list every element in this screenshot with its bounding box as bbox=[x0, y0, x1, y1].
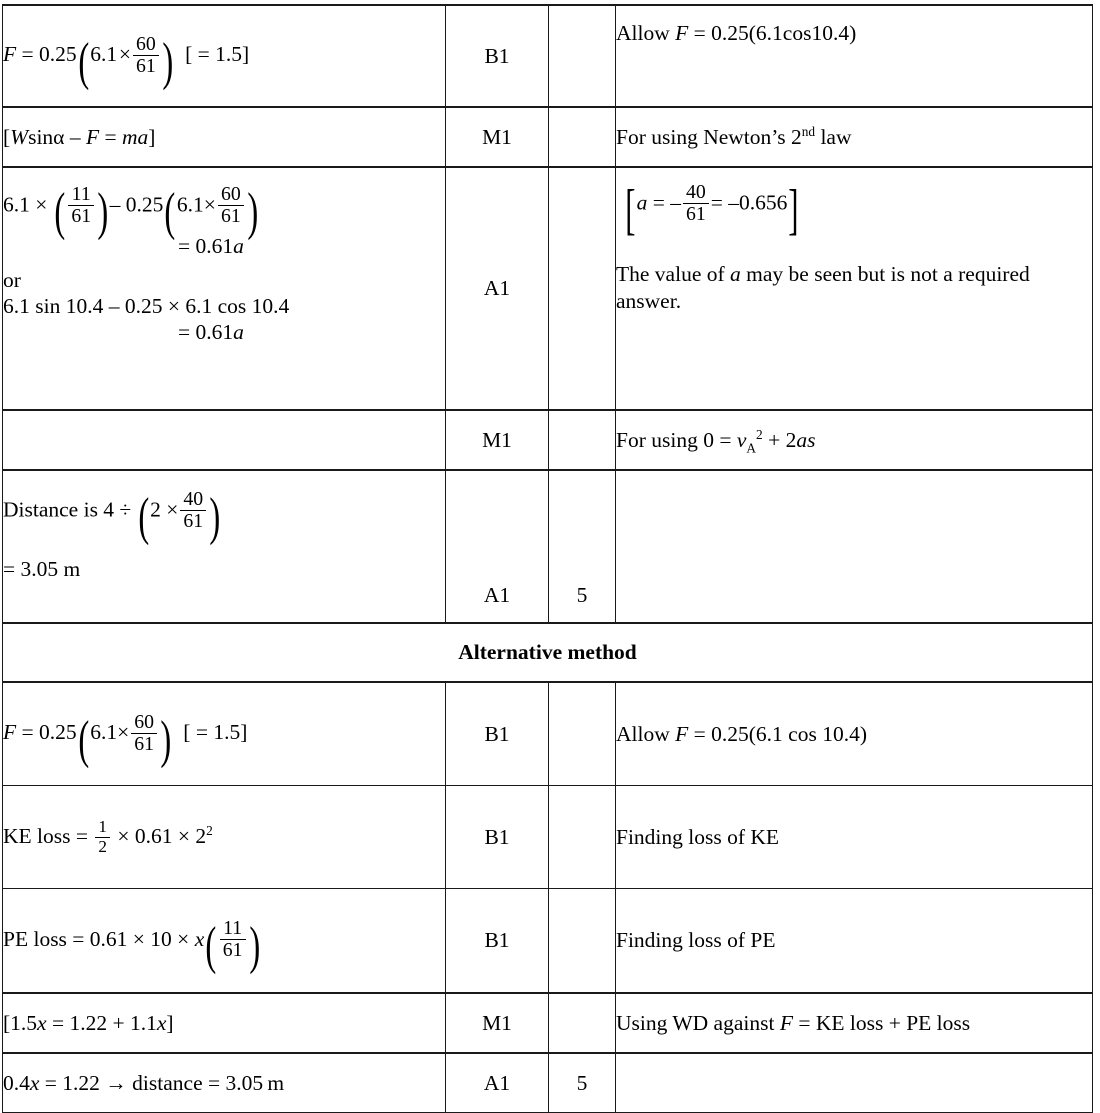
table-row bbox=[3, 682, 1093, 786]
alternative-method-header: Alternative method bbox=[3, 623, 1093, 682]
equation-line-2: 6.1 sin 10.4 – 0.25 × 6.1 cos 10.4 bbox=[3, 293, 290, 318]
note-bracket-tail: = –0.656 bbox=[710, 190, 788, 215]
or-label: or bbox=[3, 267, 21, 292]
mark-cell: M1 bbox=[446, 107, 549, 167]
total-cell bbox=[549, 410, 616, 470]
working-cell-empty bbox=[3, 410, 446, 470]
fraction-60-61 bbox=[131, 712, 157, 755]
note-cell: Allow F = 0.25(6.1cos10.4) bbox=[616, 5, 1093, 107]
fraction-denominator: 61 bbox=[180, 510, 206, 532]
fraction-numerator: 40 bbox=[686, 181, 706, 203]
mark-cell: M1 bbox=[446, 993, 549, 1053]
working-cell-friction-alt: F = 0.25(6.1× $\frac{60}{61}$ ) [ = 1.5] bbox=[3, 682, 446, 786]
working-cell-friction bbox=[3, 5, 446, 107]
distance-line-1 bbox=[3, 487, 445, 546]
equation-line-1 bbox=[3, 182, 445, 241]
f-symbol: F bbox=[3, 42, 17, 67]
table-row bbox=[3, 889, 1093, 994]
note-cell-wd: Using WD against F = KE loss + PE loss bbox=[616, 993, 1093, 1053]
working-cell-pe bbox=[3, 889, 446, 994]
note-cell: Finding loss of PE bbox=[616, 889, 1093, 994]
fraction-60-61 bbox=[133, 34, 159, 77]
eq-mid: – 0.25 bbox=[109, 192, 164, 217]
close-paren-icon: ) bbox=[209, 487, 221, 546]
fraction-denominator: 2 bbox=[95, 837, 110, 856]
working-suffix: [ = 1.5] bbox=[185, 42, 250, 67]
open-paren-icon: ( bbox=[77, 710, 89, 769]
working-cell-equation bbox=[3, 167, 446, 410]
open-bracket-icon: [ bbox=[625, 178, 636, 241]
total-cell bbox=[549, 682, 616, 786]
table-row bbox=[3, 410, 1093, 470]
fraction-denominator: 61 bbox=[220, 939, 246, 961]
open-paren-icon: ( bbox=[54, 182, 65, 241]
total-cell bbox=[549, 889, 616, 994]
total-cell: 5 bbox=[549, 1053, 616, 1113]
close-bracket-icon: ] bbox=[788, 178, 799, 241]
table-row bbox=[3, 993, 1093, 1053]
working-cell-wd: [1.5x = 1.22 + 1.1x] bbox=[3, 993, 446, 1053]
ke-tail: × 0.61 × 2 bbox=[117, 823, 207, 848]
working-prefix: = 0.25 bbox=[16, 42, 77, 67]
total-cell bbox=[549, 993, 616, 1053]
fraction-60-61 bbox=[218, 184, 244, 227]
ke-exponent: 2 bbox=[206, 822, 213, 838]
velocity-superscript: 2 bbox=[756, 426, 763, 442]
note-text: The value of a may be seen but is not a required answer. bbox=[616, 262, 1030, 313]
ordinal-suffix: nd bbox=[801, 123, 816, 139]
equation-result-2: = 0.61a bbox=[178, 320, 244, 345]
total-cell bbox=[549, 167, 616, 410]
close-paren-icon: ) bbox=[160, 710, 172, 769]
note-cell: For using Newton’s 2nd law bbox=[616, 107, 1093, 167]
open-paren-icon: ( bbox=[77, 32, 89, 91]
distance-lead: Distance is 4 ÷ bbox=[3, 497, 132, 522]
working-cell-distance bbox=[3, 470, 446, 623]
fraction-numerator: 1 bbox=[98, 817, 107, 837]
fraction-denominator: 61 bbox=[133, 55, 159, 77]
note-cell-equation bbox=[616, 167, 1093, 410]
mark-cell: M1 bbox=[446, 410, 549, 470]
note-cell: Finding loss of KE bbox=[616, 786, 1093, 889]
working-inner-lead: 6.1× bbox=[90, 720, 130, 745]
fraction-numerator: 60 bbox=[134, 710, 154, 733]
distance-inner: 2 × bbox=[150, 497, 179, 522]
close-paren-icon: ) bbox=[162, 32, 173, 91]
note-formula-lead: For using 0 = bbox=[616, 427, 732, 452]
fraction-denominator: 61 bbox=[683, 203, 709, 225]
table-row bbox=[3, 167, 1093, 410]
pe-lead: PE loss = 0.61 × 10 × bbox=[3, 926, 190, 951]
table-row bbox=[3, 786, 1093, 889]
equation-result-1: = 0.61a bbox=[178, 233, 244, 258]
working-inner-lead: 6.1 × bbox=[90, 42, 131, 67]
close-paren-icon: ) bbox=[97, 182, 109, 241]
total-cell bbox=[549, 5, 616, 107]
eq-lead: 6.1 × bbox=[3, 192, 48, 217]
mark-cell: B1 bbox=[446, 682, 549, 786]
total-cell bbox=[549, 786, 616, 889]
close-paren-icon: ) bbox=[247, 182, 258, 241]
table-row bbox=[3, 5, 1093, 107]
table-row bbox=[3, 1053, 1093, 1113]
fraction-1-2 bbox=[95, 818, 110, 855]
mark-cell: A1 bbox=[446, 470, 549, 623]
total-cell bbox=[549, 107, 616, 167]
working-suffix: [ = 1.5] bbox=[183, 720, 248, 745]
open-paren-icon: ( bbox=[205, 917, 217, 976]
note-cell-suvat: For using $0 = v_A^2 + 2as$ bbox=[616, 410, 1093, 470]
table-row bbox=[3, 107, 1093, 167]
fraction-numerator: 60 bbox=[220, 183, 241, 205]
fraction-denominator: 61 bbox=[218, 205, 244, 227]
note-cell bbox=[616, 470, 1093, 623]
distance-result: = 3.05 m bbox=[3, 556, 81, 581]
open-paren-icon: ( bbox=[164, 182, 176, 241]
working-cell-answer: 0.4x = 1.22 → distance = 3.05 m bbox=[3, 1053, 446, 1113]
note-cell: Allow F = 0.25(6.1 cos 10.4) bbox=[616, 682, 1093, 786]
table-row bbox=[3, 470, 1093, 623]
fraction-numerator: 11 bbox=[223, 917, 243, 940]
table-row-section-header bbox=[3, 623, 1093, 682]
pe-variable: x bbox=[194, 926, 205, 951]
mark-cell: A1 bbox=[446, 167, 549, 410]
eq-inner: 6.1× bbox=[176, 192, 216, 217]
working-cell-newton: [Wsinα – F = ma] bbox=[3, 107, 446, 167]
fraction-numerator: 40 bbox=[183, 488, 204, 510]
mark-cell: B1 bbox=[446, 786, 549, 889]
mark-cell: B1 bbox=[446, 889, 549, 994]
note-cell bbox=[616, 1053, 1093, 1113]
velocity-subscript: A bbox=[746, 440, 757, 456]
fraction-numerator: 60 bbox=[136, 32, 156, 55]
ke-lead: KE loss = bbox=[3, 823, 88, 848]
mark-cell: B1 bbox=[446, 5, 549, 107]
fraction-11-61 bbox=[68, 184, 94, 227]
total-cell: 5 bbox=[549, 470, 616, 623]
close-paren-icon: ) bbox=[248, 917, 260, 976]
mark-cell: A1 bbox=[446, 1053, 549, 1113]
fraction-40-61 bbox=[683, 182, 709, 225]
open-paren-icon: ( bbox=[137, 487, 149, 546]
working-cell-ke bbox=[3, 786, 446, 889]
fraction-denominator: 61 bbox=[68, 205, 94, 227]
mark-scheme-table bbox=[2, 4, 1093, 1113]
fraction-40-61 bbox=[180, 489, 206, 532]
fraction-numerator: 11 bbox=[71, 183, 91, 205]
fraction-denominator: 61 bbox=[131, 733, 157, 755]
fraction-11-61 bbox=[220, 918, 246, 961]
note-bracket-expression: [a = – $\frac{40}{61}$ = –0.656] bbox=[625, 178, 799, 241]
velocity-symbol: v bbox=[736, 427, 747, 452]
